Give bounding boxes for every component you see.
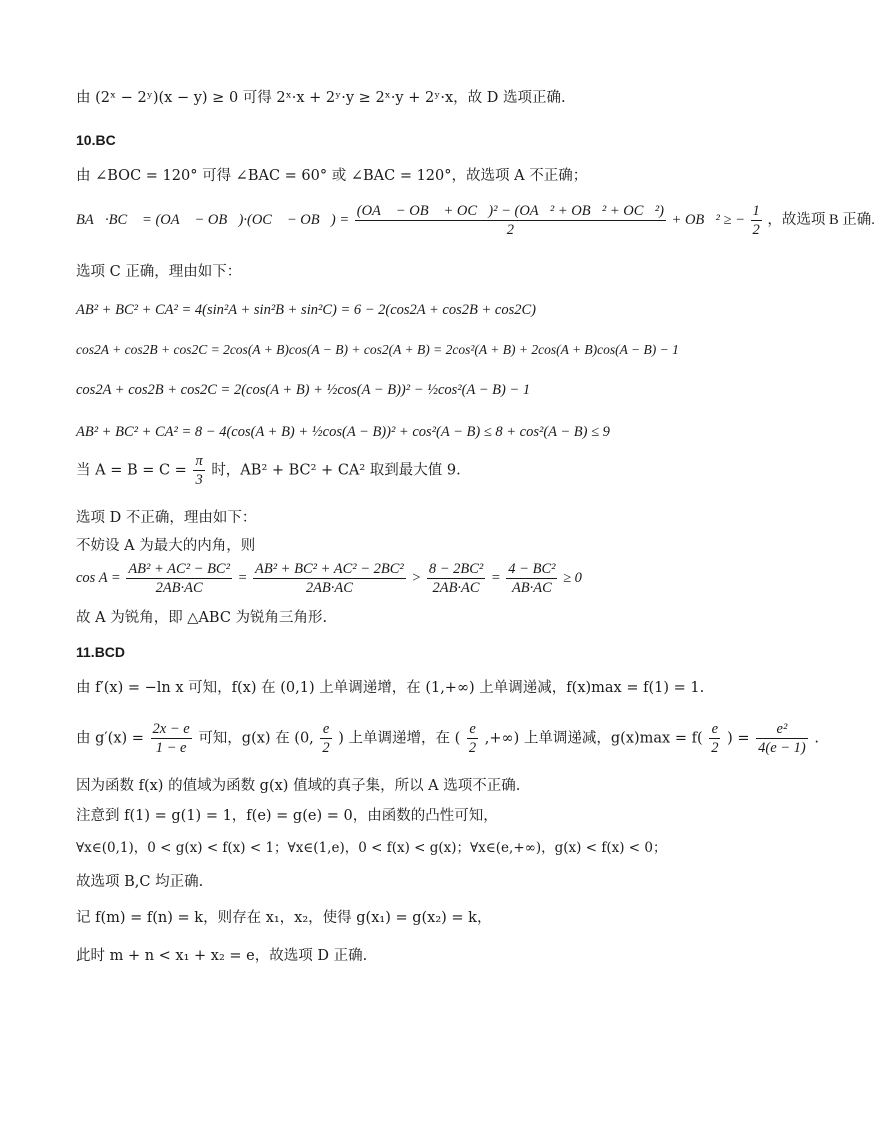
cos-fraction-4-den: AB·AC [511,580,552,596]
vector-fraction-numerator: (OA⃗ − OB⃗ + OC⃗)² − (OA⃗² + OB⃗² + OC⃗²) [356,203,664,219]
pi-over-three [193,452,204,489]
vector-fraction-denominator: 2 [506,222,514,238]
g-text-end: . [814,730,819,747]
text-line-2: 由 ∠BOC = 120° 可得 ∠BAC = 60° 或 ∠BAC = 120°，故选项 A 不正确； [76,168,588,184]
text-line-11: 不妨设 A 为最大的内角，则 [76,538,256,554]
g-max-num: e² [756,720,808,739]
cos-fraction-3-num: 8 − 2BC² [428,561,484,577]
g-text-1: 可知，g(x) 在 (0, [198,730,314,747]
equation-line-5: AB² + BC² + CA² = 4(sin²A + sin²B + sin²C) = 6 − 2(cos2A + cos2B + cos2C) [76,302,536,318]
text-line-13: 故 A 为锐角，即 △ABC 为锐角三角形. [76,610,328,626]
cos-fraction-3-den: 2AB·AC [432,580,480,596]
text-line-14: 由 f′(x) = −ln x 可知，f(x) 在 (0,1) 上单调递增，在 (1,+∞) 上单调递减，f(x)max = f(1) = 1. [76,680,705,696]
equation-line-8: AB² + BC² + CA² = 8 − 4(cos(A + B) + ½cos(A − B))² + cos²(A − B) ≤ 8 + cos²(A − B) ≤ 9 [76,424,610,440]
text-line-21: 此时 m + n < x₁ + x₂ = e，故选项 D 正确. [76,948,368,964]
text-line-4: 选项 C 正确，理由如下： [76,264,242,280]
text-line-10: 选项 D 不正确，理由如下： [76,510,257,526]
g-max-den: 4(e − 1) [758,740,806,756]
text-line-19: 故选项 B,C 均正确. [76,874,204,890]
equation-line-6: cos2A + cos2B + cos2C = 2cos(A + B)cos(A − B) + cos2(A + B) = 2cos²(A + B) + 2cos(A + B)cos(A − B) − 1 [76,342,679,357]
cos-lhs: cos A = [76,569,121,586]
vector-equation-line [76,202,875,239]
cos-greater: > [411,569,422,586]
e-half-2 [467,720,478,757]
text-line-18: ∀x∈(0,1)，0 < g(x) < f(x) < 1；∀x∈(1,e)，0 < f(x) < g(x)；∀x∈(e,+∞)，g(x) < f(x) < 0； [76,840,667,856]
vector-fraction [355,202,666,239]
half-denominator: 2 [752,222,760,238]
max-condition-prefix: 当 A = B = C = [76,462,187,479]
text-line-17: 注意到 f(1) = g(1) = 1，f(e) = g(e) = 0，由函数的凸性可知， [76,808,498,824]
pi-numerator: π [195,453,203,469]
pi-denominator: 3 [195,472,203,488]
text-line-1: 由 (2ˣ − 2ʸ)(x − y) ≥ 0 可得 2ˣ·x + 2ʸ·y ≥ 2ˣ·y + 2ʸ·x，故 D 选项正确. [76,90,566,106]
cos-fraction-1-num: AB² + AC² − BC² [128,561,230,577]
cos-fraction-2-num: AB² + BC² + AC² − 2BC² [255,561,404,577]
e-half-2-den: 2 [468,740,477,756]
cos-equals-2: = [490,569,501,586]
cos-fraction-2-den: 2AB·AC [305,580,353,596]
answer-heading-11: 11.BCD [76,644,126,660]
cos-fraction-1-den: 2AB·AC [155,580,203,596]
e-half-1-den: 2 [322,740,330,756]
half-fraction [751,202,762,239]
cosine-chain-line [76,560,582,597]
g-text-3: ,+∞) 上单调递减，g(x)max = f( [484,730,703,747]
cos-fraction-2 [253,560,406,597]
max-condition-line [76,452,461,489]
cos-fraction-4-num: 4 − BC² [508,561,556,577]
vector-rhs: + OB⃗² ≥ − [671,211,745,228]
cos-fraction-1 [126,560,232,597]
g-prefix: 由 g′(x) = [76,730,144,747]
derivative-g-line [76,720,819,757]
g-text-2: ) 上单调递增，在 ( [338,730,461,747]
vector-lhs: BA⃗·BC⃗ = (OA⃗ − OB⃗)·(OC⃗ − OB⃗) = [76,211,350,228]
cos-fraction-3 [427,560,485,597]
text-line-16: 因为函数 f(x) 的值域为函数 g(x) 值域的真子集，所以 A 选项不正确. [76,778,521,794]
half-numerator: 1 [752,203,760,219]
e-half-3-num: e [709,720,720,739]
vector-conclusion: ，故选项 B 正确. [767,211,875,228]
e-half-1-num: e [320,720,331,739]
g-derivative-num: 2x − e [152,721,190,737]
cos-fraction-4 [506,560,557,597]
cos-equals-1: = [237,569,248,586]
e-half-2-num: e [467,720,478,739]
equation-line-7: cos2A + cos2B + cos2C = 2(cos(A + B) + ½cos(A − B))² − ½cos²(A − B) − 1 [76,382,531,398]
e-half-3 [709,720,720,757]
g-text-4: ) = [727,730,750,747]
text-line-20: 记 f(m) = f(n) = k，则存在 x₁，x₂，使得 g(x₁) = g(x₂) = k， [76,910,492,926]
answer-heading-10: 10.BC [76,132,116,148]
g-derivative-den: 1 − e [155,740,187,756]
g-derivative-fraction [151,720,192,757]
max-condition-suffix: 时，AB² + BC² + CA² 取到最大值 9. [211,462,461,479]
e-half-1 [320,720,331,757]
cos-end: ≥ 0 [563,569,582,586]
e-half-3-den: 2 [711,740,719,756]
g-max-fraction [756,720,808,757]
